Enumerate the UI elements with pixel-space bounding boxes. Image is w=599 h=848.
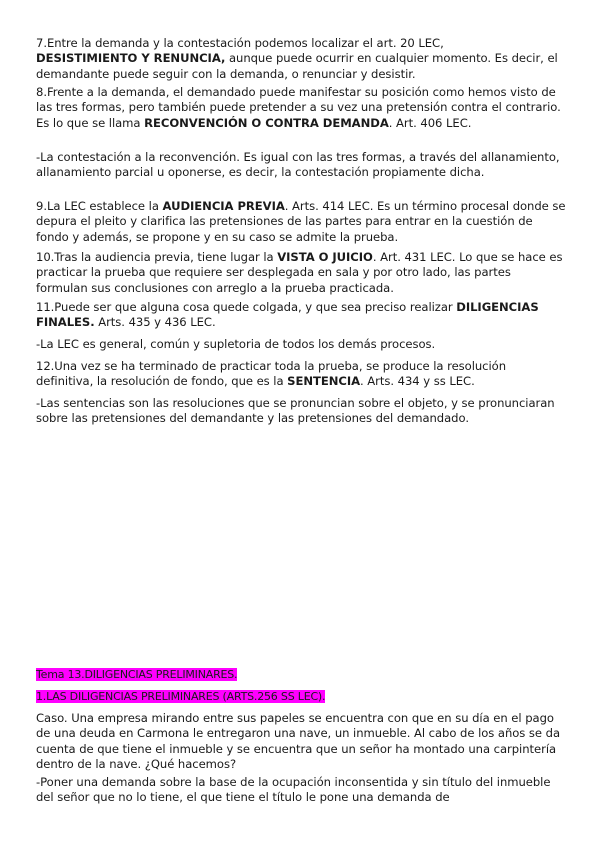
paragraph-9-text-end: . Arts. 414 LEC. Es un término procesal donde se depura el pleito y clarifica las pretensiones de las partes para entrar en la cuestión de fondo y además, se propone y en su caso se admite la prueba. xyxy=(36,199,566,244)
paragraph-11-text: 11.Puede ser que alguna cosa quede colgada, y que sea preciso realizar xyxy=(36,300,457,314)
paragraph-8-bold: RECONVENCIÓN O CONTRA DEMANDA xyxy=(144,115,389,130)
heading-tema-13-highlight: Tema 13.DILIGENCIAS PRELIMINARES. xyxy=(36,668,238,681)
heading-tema-13 xyxy=(36,667,566,682)
paragraph-8-note: -La contestación a la reconvención. Es igual con las tres formas, a través del allanamiento, allanamiento parcial u oponerse, es decir, la contestación propiamente dicha. xyxy=(36,150,560,180)
paragraph-7-text: 7.Entre la demanda y la contestación podemos localizar el art. 20 LEC, xyxy=(36,36,444,50)
paragraph-10 xyxy=(36,250,566,296)
paragraph-8 xyxy=(36,85,566,131)
paragraph-12-bold: SENTENCIA xyxy=(287,374,361,389)
paragraph-12-text-end: . Arts. 434 y ss LEC. xyxy=(360,374,475,389)
paragraph-11-text-end: Arts. 435 y 436 LEC. xyxy=(94,315,216,330)
heading-section-1 xyxy=(36,689,566,704)
paragraph-12-text: 12.Una vez se ha terminado de practicar toda la prueba, se produce la resolución definitiva, la resolución de fondo, que es la xyxy=(36,359,507,389)
paragraph-7-text-end: aunque puede ocurrir en cualquier momento. Es decir, el demandante puede seguir con la demanda, o renunciar y desistir. xyxy=(36,51,558,81)
paragraph-10-bold: VISTA O JUICIO xyxy=(277,250,373,264)
paragraph-9-bold: AUDIENCIA PREVIA xyxy=(162,199,285,213)
paragraph-10-text-end: . Art. 431 LEC. Lo que se hace es practicar la prueba que requiere ser desplegada en sala y por otro lado, las partes formulan sus conclusiones con arreglo a la prueba practicada. xyxy=(36,250,563,295)
paragraph-12-note: -Las sentencias son las resoluciones que se pronuncian sobre el objeto, y se pronunciaran sobre las pretensiones del demandante y las pretensiones del demandado. xyxy=(36,396,555,426)
paragraph-8-text: 8.Frente a la demanda, el demandado puede manifestar su posición como hemos visto de las tres formas, pero también puede pretender a su vez una pretensión contra el contrario. Es lo que se llama xyxy=(36,85,561,130)
paragraph-10-text: 10.Tras la audiencia previa, tiene lugar la xyxy=(36,250,278,264)
paragraph-11-note: -La LEC es general, común y supletoria de todos los demás procesos. xyxy=(36,337,436,351)
paragraph-9 xyxy=(36,199,566,245)
paragraph-7 xyxy=(36,36,566,82)
heading-section-1-highlight: 1.LAS DILIGENCIAS PRELIMINARES (ARTS.256 SS LEC). xyxy=(36,690,326,703)
paragraph-11-bold: DILIGENCIAS FINALES. xyxy=(36,300,539,330)
paragraph-respuesta: -Poner una demanda sobre la base de la ocupación inconsentida y sin título del inmueble del señor que no lo tiene, el que tiene el título le pone una demanda de xyxy=(36,775,551,805)
paragraph-caso: Caso. Una empresa mirando entre sus papeles se encuentra con que en su día en el pago de una deuda en Carmona le entregaron una nave, un inmueble. Al cabo de los años se da cuenta de que tiene el inmueble y se encuentra que un señor ha montado una carpintería dentro de la nave. ¿Qué hacemos? xyxy=(36,711,560,771)
paragraph-7-bold: DESISTIMIENTO Y RENUNCIA, xyxy=(36,51,226,66)
paragraph-11 xyxy=(36,300,566,331)
paragraph-9-text: 9.La LEC establece la xyxy=(36,199,163,213)
paragraph-8-text-end: . Art. 406 LEC. xyxy=(388,115,472,130)
paragraph-12 xyxy=(36,359,566,390)
